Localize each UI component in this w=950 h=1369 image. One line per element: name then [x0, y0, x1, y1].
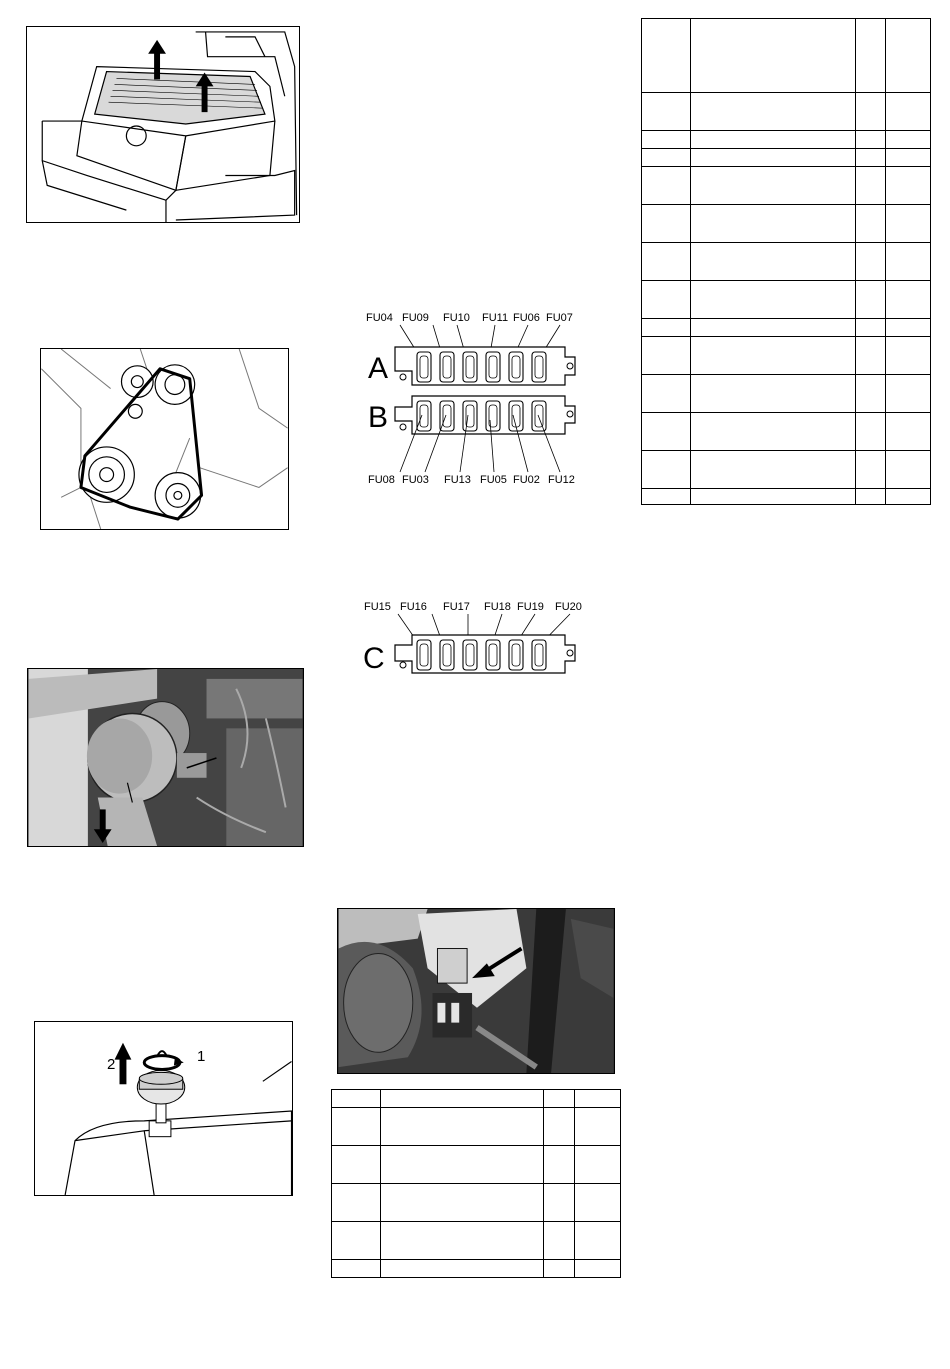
step-1-label: 1 — [197, 1048, 206, 1065]
table-row — [332, 1090, 621, 1108]
fuse-label-b: FU05 — [480, 474, 507, 486]
fuse-label-a: FU09 — [402, 312, 429, 324]
fuse-table — [641, 18, 931, 505]
fuse-label-c: FU16 — [400, 601, 427, 613]
engine-filter-photo — [28, 669, 303, 846]
table-row — [332, 1108, 621, 1146]
relay-photo — [338, 909, 614, 1073]
table-row — [332, 1146, 621, 1184]
panel-letter-a: A — [368, 352, 389, 385]
step-2-label: 2 — [107, 1056, 116, 1073]
fuse-label-b: FU02 — [513, 474, 540, 486]
fuse-label-c: FU15 — [364, 601, 391, 613]
breather-illustration — [35, 1022, 292, 1195]
table-row — [642, 281, 931, 319]
table-row — [642, 319, 931, 337]
fuse-label-a: FU07 — [546, 312, 573, 324]
breather-figure — [34, 1021, 293, 1196]
up-arrow-icon — [115, 1043, 132, 1085]
fuse-panel-ab — [360, 305, 600, 490]
air-filter-illustration — [27, 27, 299, 222]
table-row — [642, 19, 931, 93]
table-row — [642, 243, 931, 281]
fuse-label-a: FU11 — [482, 312, 509, 324]
panel-letter-c: C — [363, 642, 385, 675]
table-row — [642, 337, 931, 375]
table-row — [642, 149, 931, 167]
fuse-label-b: FU03 — [402, 474, 429, 486]
fuse-label-a: FU04 — [366, 312, 393, 324]
table-row — [642, 205, 931, 243]
table-row — [332, 1184, 621, 1222]
panel-letter-b: B — [368, 401, 389, 434]
fuse-label-b: FU12 — [548, 474, 575, 486]
rotate-arrow-icon — [144, 1051, 184, 1069]
fuse-label-c: FU19 — [517, 601, 544, 613]
belt-routing-illustration — [41, 349, 288, 529]
fuse-label-c: FU17 — [443, 601, 470, 613]
table-row — [642, 167, 931, 205]
table-row — [642, 131, 931, 149]
table-row — [642, 413, 931, 451]
table-row — [642, 375, 931, 413]
fuse-label-b: FU13 — [444, 474, 471, 486]
relay-photo-figure — [337, 908, 615, 1074]
table-row — [332, 1260, 621, 1278]
engine-filter-figure — [27, 668, 304, 847]
fuse-label-c: FU20 — [555, 601, 582, 613]
table-row — [642, 451, 931, 489]
table-row — [642, 93, 931, 131]
fuse-label-c: FU18 — [484, 601, 511, 613]
fuse-label-a: FU10 — [443, 312, 470, 324]
relay-table — [331, 1089, 621, 1278]
fuse-label-b: FU08 — [368, 474, 395, 486]
fuse-label-a: FU06 — [513, 312, 540, 324]
fuse-panel-c — [360, 595, 600, 685]
belt-figure — [40, 348, 289, 530]
table-row — [332, 1222, 621, 1260]
air-filter-figure — [26, 26, 300, 223]
table-row — [642, 489, 931, 505]
